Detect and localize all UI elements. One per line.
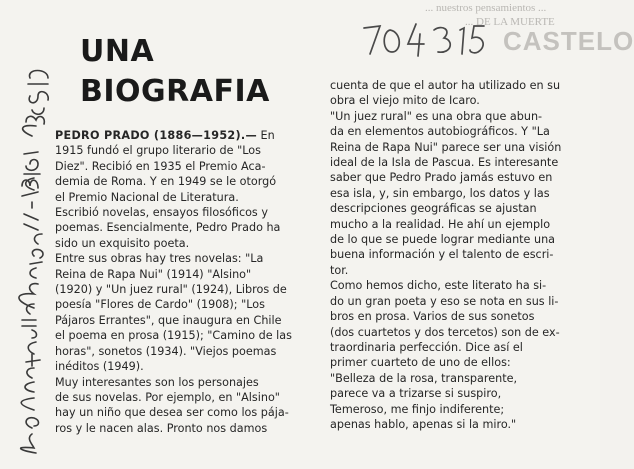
poem-line: "Belleza de la rosa, transparente, bbox=[330, 371, 518, 385]
text-line: el poema en prosa (1915); "Camino de las bbox=[55, 329, 292, 343]
handwritten-margin-note bbox=[6, 8, 46, 463]
handwritten-number bbox=[360, 18, 490, 65]
text-line: Escribió novelas, ensayos filosóficos y bbox=[55, 206, 268, 220]
text-line: da en elementos autobiográficos. Y "La bbox=[330, 125, 550, 139]
text-line: traordinaria perfección. Dice así el bbox=[330, 340, 523, 354]
text-line: Como hemos dicho, este literato ha si- bbox=[330, 279, 547, 293]
text-line: 1915 fundó el grupo literario de "Los bbox=[55, 144, 261, 158]
text-line: descripciones geográficas se ajustan bbox=[330, 202, 537, 216]
poem-line: apenas hablo, apenas si la miro." bbox=[330, 417, 517, 431]
text-line: sido un exquisito poeta. bbox=[55, 236, 190, 250]
headline-line: UNA bbox=[80, 34, 155, 69]
text-line: horas", sonetos (1934). "Viejos poemas bbox=[55, 344, 277, 358]
text-line: esa isla, y, sin embargo, los datos y las bbox=[330, 186, 550, 200]
text-line: el Premio Nacional de Literatura. bbox=[55, 190, 239, 204]
text-line: inéditos (1949). bbox=[55, 360, 144, 374]
bleed-line: ... nuestros pensamientos ... bbox=[425, 2, 547, 14]
text-line: Pájaros Errantes", que inaugura en Chile bbox=[55, 313, 282, 327]
left-column bbox=[55, 128, 313, 436]
text-line: ideal de la Isla de Pascua. Es interesante bbox=[330, 156, 559, 170]
text-line: (dos cuartetos y dos tercetos) son de ex- bbox=[330, 325, 560, 339]
text-line: mucho a la realidad. He ahí un ejemplo bbox=[330, 217, 551, 231]
text-line: ros y le nacen alas. Pronto nos damos bbox=[55, 421, 268, 435]
text-line: buena información y el talento de escri- bbox=[330, 248, 554, 262]
text-line: saber que Pedro Prado jamás estuvo en bbox=[330, 171, 553, 185]
text-line: Reina de Rapa Nui" parece ser una visión bbox=[330, 140, 562, 154]
text-line: Muy interesantes son los personajes bbox=[55, 375, 259, 389]
paragraph-1 bbox=[55, 128, 313, 143]
text-line: Reina de Rapa Nui" (1914) "Alsino" bbox=[55, 267, 252, 281]
bleed-line: CASTELO bbox=[503, 26, 634, 56]
headline-line: BIOGRAFIA bbox=[80, 74, 270, 109]
text-line: Entre sus obras hay tres novelas: "La bbox=[55, 252, 264, 266]
text-line: de lo que se puede lograr mediante una bbox=[330, 233, 556, 247]
text-line: de sus novelas. Por ejemplo, en "Alsino" bbox=[55, 390, 280, 404]
text-line: do un gran poeta y eso se nota en sus li- bbox=[330, 294, 559, 308]
text-line: hay un niño que desea ser como los pája- bbox=[55, 406, 289, 420]
text-line: bros en prosa. Varios de sus sonetos bbox=[330, 310, 535, 324]
text-line: En bbox=[260, 129, 275, 142]
poem-line: parece va a trizarse si suspiro, bbox=[330, 387, 502, 401]
text-line: cuenta de que el autor ha utilizado en su bbox=[330, 79, 561, 92]
poem-line: Temeroso, me finjo indiferente; bbox=[330, 402, 505, 416]
text-line: poesía "Flores de Cardo" (1908); "Los bbox=[55, 298, 265, 312]
text-line: demia de Roma. Y en 1949 se le otorgó bbox=[55, 175, 277, 189]
text-line: poemas. Esencialmente, Pedro Prado ha bbox=[55, 221, 281, 235]
text-line: primer cuarteto de uno de ellos: bbox=[330, 356, 511, 370]
article-headline bbox=[80, 32, 270, 112]
text-line: (1920) y "Un juez rural" (1924), Libros de bbox=[55, 283, 287, 297]
handwriting-scribble bbox=[6, 8, 46, 463]
text-line: tor. bbox=[330, 263, 349, 277]
text-line: "Un juez rural" es una obra que abun- bbox=[330, 109, 543, 123]
right-column bbox=[330, 78, 595, 432]
text-line: obra el viejo mito de Icaro. bbox=[330, 94, 480, 108]
handwritten-number-image bbox=[360, 18, 490, 60]
bleed-line: ... DE LA MUERTE bbox=[465, 16, 555, 28]
byline: PEDRO PRADO (1886—1952).— bbox=[55, 129, 257, 142]
text-line: Diez". Recibió en 1935 el Premio Aca- bbox=[55, 159, 266, 173]
